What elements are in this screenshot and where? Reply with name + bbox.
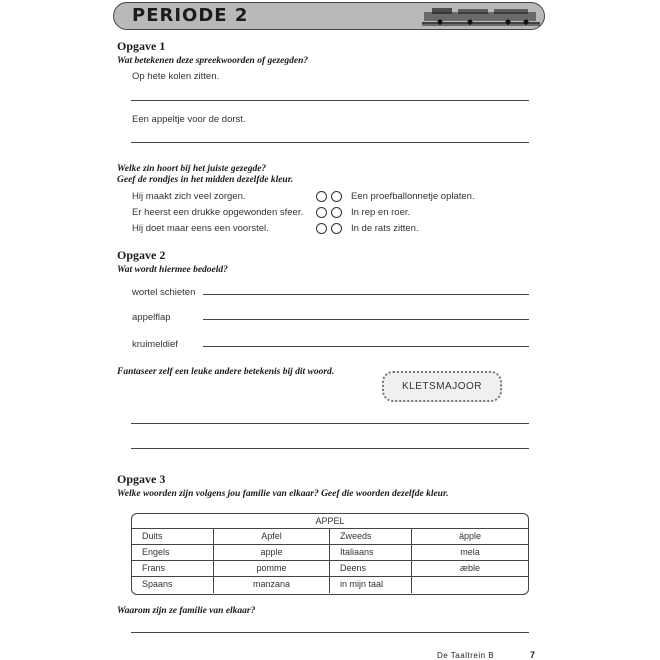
match-circle-right-1[interactable] [331, 191, 342, 202]
answer-line[interactable] [131, 423, 529, 424]
page-title: PERIODE 2 [132, 5, 249, 26]
match-right-3: In de rats zitten. [351, 223, 419, 234]
table-row [132, 529, 528, 545]
table-cell: Apfel [214, 529, 330, 544]
opgave1-question1: Wat betekenen deze spreekwoorden of gezegden? [117, 56, 309, 66]
word-1: wortel schieten [132, 287, 196, 298]
saying-2: Een appeltje voor de dorst. [132, 114, 246, 125]
table-cell: Spaans [132, 577, 214, 593]
opgave1-question2-line1: Welke zin hoort bij het juiste gezegde? [117, 164, 267, 174]
answer-line[interactable] [203, 319, 529, 320]
table-cell: äpple [458, 531, 482, 541]
table-cell: Engels [132, 545, 214, 560]
table-cell: Duits [132, 529, 214, 544]
word-badge: KLETSMAJOOR [382, 371, 502, 402]
word-3: kruimeldief [132, 339, 178, 350]
match-circle-left-1[interactable] [316, 191, 327, 202]
answer-line[interactable] [131, 100, 529, 101]
match-circle-right-2[interactable] [331, 207, 342, 218]
table-cell: æble [459, 563, 480, 573]
match-circle-left-2[interactable] [316, 207, 327, 218]
page-number: 7 [530, 650, 536, 660]
table-cell: manzana [214, 577, 330, 593]
table-cell: apple [214, 545, 330, 560]
table-header: APPEL [132, 514, 528, 529]
table-cell: Zweeds [330, 529, 412, 544]
table-cell: in mijn taal [330, 577, 412, 593]
opgave1-question2-line2: Geef de rondjes in het midden dezelfde kleur. [117, 175, 294, 185]
match-left-2: Er heerst een drukke opgewonden sfeer. [132, 207, 304, 218]
table-cell: pomme [214, 561, 330, 576]
opgave3-question2: Waarom zijn ze familie van elkaar? [117, 606, 256, 616]
match-circle-right-3[interactable] [331, 223, 342, 234]
match-circle-left-3[interactable] [316, 223, 327, 234]
table-cell: Frans [132, 561, 214, 576]
train-illustration-icon [422, 5, 540, 27]
answer-line[interactable] [203, 346, 529, 347]
opgave1-heading: Opgave 1 [117, 39, 166, 53]
answer-line[interactable] [131, 632, 529, 633]
opgave2-heading: Opgave 2 [117, 248, 166, 262]
table-cell: mela [460, 547, 480, 557]
book-title: De Taaltrein B [437, 651, 495, 660]
match-left-1: Hij maakt zich veel zorgen. [132, 191, 246, 202]
table-cell: Italiaans [330, 545, 412, 560]
word-2: appelflap [132, 312, 171, 323]
language-table [131, 513, 529, 595]
opgave3-heading: Opgave 3 [117, 472, 166, 486]
match-right-2: In rep en roer. [351, 207, 411, 218]
opgave2-question2: Fantaseer zelf een leuke andere betekenis bij dit woord. [117, 367, 335, 377]
opgave3-question1: Welke woorden zijn volgens jou familie van elkaar? Geef die woorden dezelfde kleur. [117, 489, 449, 499]
table-cell-input[interactable] [412, 577, 528, 593]
table-cell: Deens [330, 561, 412, 576]
saying-1: Op hete kolen zitten. [132, 71, 220, 82]
answer-line[interactable] [131, 448, 529, 449]
match-left-3: Hij doet maar eens een voorstel. [132, 223, 269, 234]
table-row [132, 561, 528, 577]
answer-line[interactable] [131, 142, 529, 143]
table-row [132, 577, 528, 593]
match-right-1: Een proefballonnetje oplaten. [351, 191, 475, 202]
table-row [132, 545, 528, 561]
answer-line[interactable] [203, 294, 529, 295]
opgave2-question1: Wat wordt hiermee bedoeld? [117, 265, 228, 275]
header-banner [113, 2, 545, 30]
